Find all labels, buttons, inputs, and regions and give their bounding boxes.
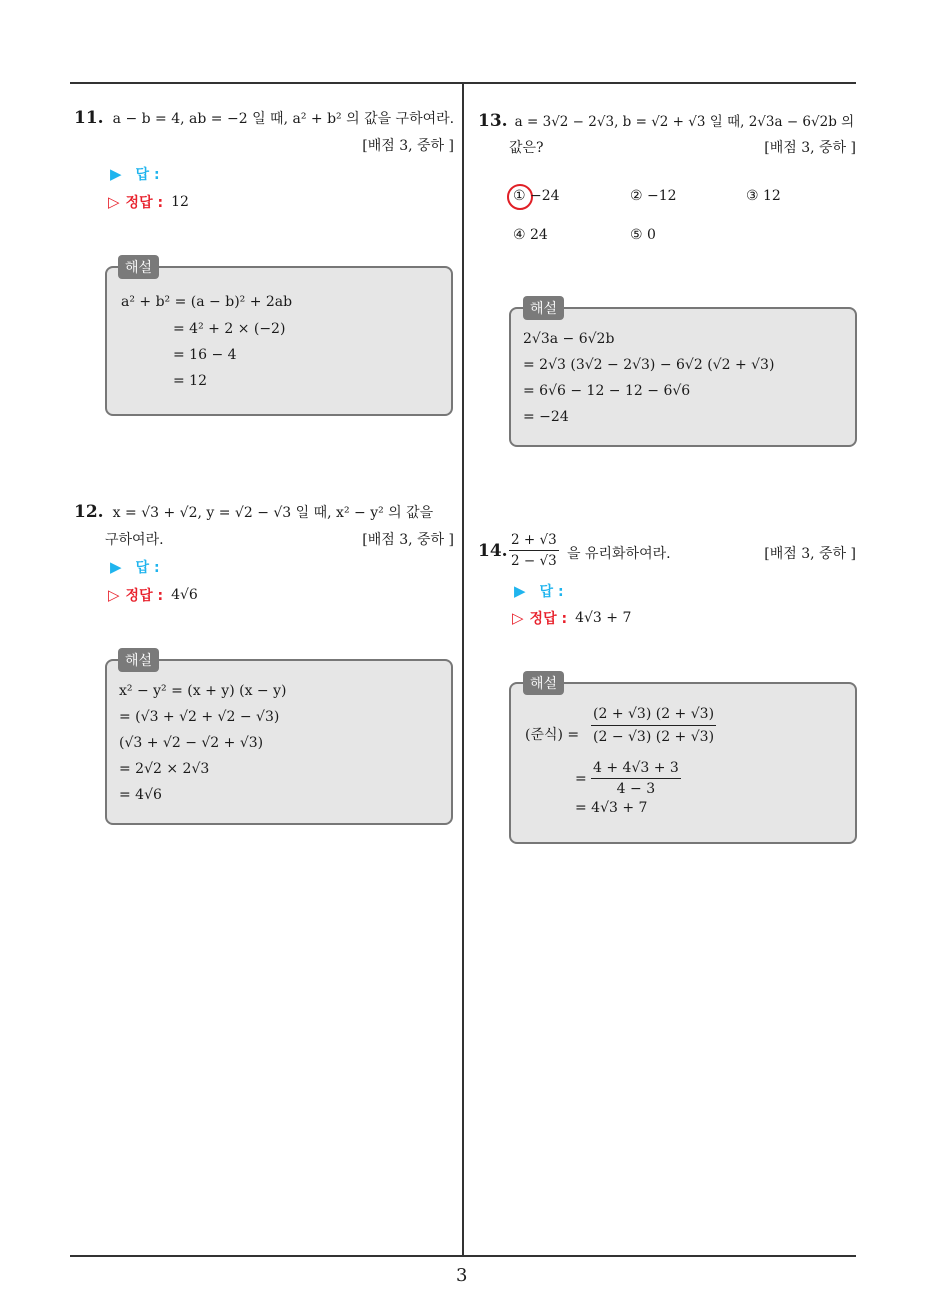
page-number: 3 (456, 1265, 468, 1286)
solution-fraction-1 (591, 706, 716, 745)
column-divider (462, 82, 464, 1256)
fraction-bar (591, 778, 681, 779)
question-13 (478, 110, 862, 131)
q11-solution-box (105, 266, 453, 416)
outline-triangle-icon: ▷ (108, 193, 120, 211)
correct-label: 정답 : (125, 588, 164, 604)
solution-line: = 2√3 (3√2 − 2√3) − 6√2 (√2 + √3) (523, 357, 775, 373)
question-stem-cont: 값은? (509, 140, 544, 156)
solution-prefix: (준식) = (525, 727, 580, 743)
q14-correct-row (512, 608, 631, 628)
question-stem: x = √3 + √2, y = √2 − √3 일 때, x² − y² 의 값을 (112, 505, 434, 521)
solution-line: = (√3 + √2 + √2 − √3) (119, 709, 280, 725)
answer-label: 답 : (135, 560, 160, 576)
fraction-numerator: 4 + 4√3 + 3 (593, 760, 679, 776)
play-triangle-icon: ▶ (110, 165, 122, 183)
solution-line: = 4√3 + 7 (575, 800, 648, 816)
fraction-numerator: 2 + √3 (511, 532, 557, 548)
solution-tag: 해설 (118, 255, 159, 279)
question-11-meta: [배점 3, 중하 ] (362, 138, 454, 154)
option-3[interactable]: ③ 12 (746, 188, 781, 204)
question-12-meta: [배점 3, 중하 ] (362, 532, 454, 548)
fraction-denominator: 4 − 3 (616, 781, 656, 797)
question-number: 14. (478, 541, 508, 561)
question-number: 13. (478, 111, 508, 131)
solution-line: = 6√6 − 12 − 12 − 6√6 (523, 383, 691, 399)
option-2[interactable]: ② −12 (630, 188, 677, 204)
correct-label: 정답 : (125, 195, 164, 211)
q12-correct-row (108, 585, 198, 605)
fraction-denominator: 2 − √3 (511, 553, 557, 569)
fraction-numerator: (2 + √3) (2 + √3) (593, 706, 715, 722)
solution-tag: 해설 (118, 648, 159, 672)
question-fraction (509, 532, 559, 569)
option-5[interactable]: ⑤ 0 (630, 227, 656, 243)
question-stem: 을 유리화하여라. (567, 546, 671, 562)
bottom-rule (70, 1255, 856, 1257)
option-4[interactable]: ④ 24 (513, 227, 548, 243)
solution-tag: 해설 (523, 296, 564, 320)
solution-line: = 4√6 (119, 787, 162, 803)
question-stem-cont: 구하여라. (105, 532, 164, 548)
q12-answer-row[interactable] (110, 557, 160, 577)
fraction-bar (591, 725, 716, 726)
play-triangle-icon: ▶ (514, 582, 526, 600)
solution-line: = 12 (173, 373, 207, 389)
fraction-denominator: (2 − √3) (2 + √3) (593, 729, 715, 745)
solution-line: x² − y² = (x + y) (x − y) (119, 683, 287, 699)
solution-line: = 16 − 4 (173, 347, 237, 363)
correct-value: 4√3 + 7 (575, 610, 632, 626)
question-number: 12. (74, 502, 104, 522)
solution-line: = −24 (523, 409, 569, 425)
solution-line: a² + b² = (a − b)² + 2ab (121, 294, 293, 310)
solution-line: = 2√2 × 2√3 (119, 761, 210, 777)
correct-value: 4√6 (171, 587, 198, 603)
answer-label: 답 : (135, 167, 160, 183)
q14-answer-row[interactable] (514, 581, 564, 601)
outline-triangle-icon: ▷ (512, 609, 524, 627)
option-1[interactable]: ① −24 (513, 188, 560, 204)
solution-fraction-2 (591, 760, 681, 797)
question-stem: a = 3√2 − 2√3, b = √2 + √3 일 때, 2√3a − 6√2b 의 (514, 114, 855, 130)
question-11 (74, 108, 458, 128)
outline-triangle-icon: ▷ (108, 586, 120, 604)
correct-value: 12 (171, 194, 189, 210)
q14-solution-box (509, 682, 857, 844)
play-triangle-icon: ▶ (110, 558, 122, 576)
question-12 (74, 502, 458, 522)
q11-correct-row (108, 192, 189, 212)
fraction-bar (509, 550, 559, 551)
q13-solution-box (509, 307, 857, 447)
question-stem: a − b = 4, ab = −2 일 때, a² + b² 의 값을 구하여라. (112, 111, 455, 127)
solution-line: (√3 + √2 − √2 + √3) (119, 735, 264, 751)
question-number: 11. (74, 108, 104, 128)
solution-tag: 해설 (523, 671, 564, 695)
equals-sign: = (575, 771, 587, 787)
correct-label: 정답 : (529, 611, 568, 627)
q11-answer-row[interactable] (110, 164, 160, 184)
question-13-meta: [배점 3, 중하 ] (764, 140, 856, 156)
solution-line: = 4² + 2 × (−2) (173, 321, 286, 337)
answer-label: 답 : (539, 584, 564, 600)
solution-line: 2√3a − 6√2b (523, 331, 615, 347)
question-14-meta: [배점 3, 중하 ] (764, 546, 856, 562)
q12-solution-box (105, 659, 453, 825)
